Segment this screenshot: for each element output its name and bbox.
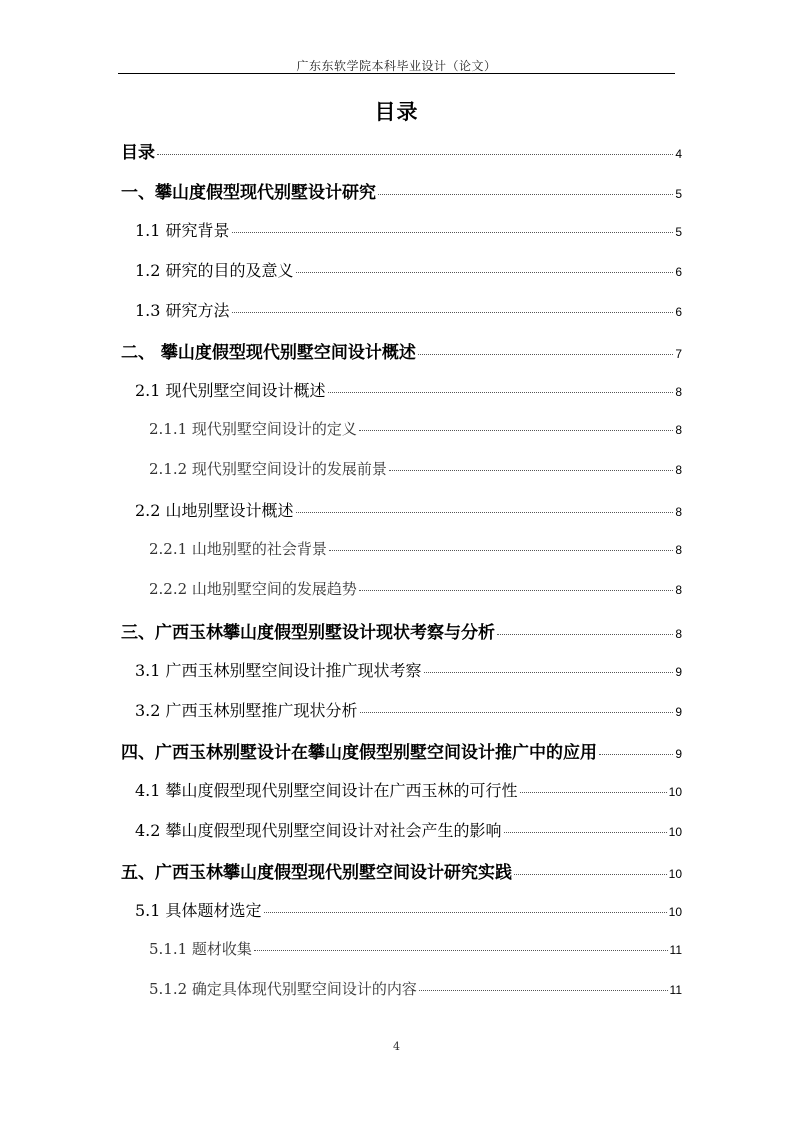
running-header: 广东东软学院本科毕业设计（论文） (296, 59, 497, 73)
toc-entry[interactable] (121, 738, 682, 762)
page-title: 目录 (374, 100, 419, 124)
toc-dot-leader (296, 512, 674, 513)
toc-entry-label: 一、攀山度假型现代别墅设计研究 (121, 183, 376, 203)
toc-entry-label: 2.2.2 山地别墅空间的发展趋势 (149, 580, 357, 598)
toc-entry-page: 10 (668, 905, 682, 919)
toc-entry-label: 5.1 具体题材选定 (135, 901, 262, 920)
toc-entry-label: 2.1.2 现代别墅空间设计的发展前景 (149, 460, 387, 478)
toc-entry-page: 6 (675, 265, 682, 279)
toc-entry-page: 6 (675, 305, 682, 319)
toc-dot-leader (232, 312, 674, 313)
toc-entry-page: 5 (675, 187, 682, 201)
page-number: 4 (393, 1040, 400, 1053)
toc-dot-leader (157, 154, 673, 155)
toc-entry[interactable] (121, 338, 682, 362)
toc-entry[interactable] (135, 658, 682, 682)
toc-entry[interactable] (135, 218, 682, 242)
toc-dot-leader (360, 712, 674, 713)
toc-entry[interactable] (149, 978, 682, 1002)
toc-dot-leader (328, 392, 674, 393)
toc-entry-page: 10 (668, 785, 682, 799)
toc-dot-leader (419, 990, 668, 991)
toc-dot-leader (296, 272, 674, 273)
toc-entry-label: 三、广西玉林攀山度假型别墅设计现状考察与分析 (121, 623, 495, 643)
toc-entry[interactable] (121, 178, 682, 202)
toc-entry-label: 2.1 现代别墅空间设计概述 (135, 381, 326, 400)
toc-entry[interactable] (149, 938, 682, 962)
toc-entry-label: 4.2 攀山度假型现代别墅空间设计对社会产生的影响 (135, 821, 502, 840)
toc-entry[interactable] (149, 458, 682, 482)
toc-entry-label: 2.1.1 现代别墅空间设计的定义 (149, 420, 357, 438)
toc-dot-leader (418, 354, 673, 355)
toc-entry-page: 9 (675, 747, 682, 761)
toc-entry-page: 8 (675, 385, 682, 399)
toc-dot-leader (599, 754, 673, 755)
toc-entry-label: 二、 攀山度假型现代别墅空间设计概述 (121, 343, 416, 363)
toc-entry-label: 目录 (121, 143, 155, 163)
toc-dot-leader (497, 634, 673, 635)
toc-entry-page: 9 (675, 665, 682, 679)
toc-entry[interactable] (135, 498, 682, 522)
toc-entry[interactable] (135, 778, 682, 802)
toc-entry-label: 3.1 广西玉林别墅空间设计推广现状考察 (135, 661, 422, 680)
toc-entry-page: 4 (675, 147, 682, 161)
toc-dot-leader (520, 792, 667, 793)
toc-entry-page: 10 (668, 825, 682, 839)
toc-entry[interactable] (121, 618, 682, 642)
toc-entry[interactable] (121, 858, 682, 882)
toc-entry-label: 四、广西玉林别墅设计在攀山度假型别墅空间设计推广中的应用 (121, 743, 597, 763)
toc-dot-leader (424, 672, 674, 673)
toc-entry-label: 5.1.1 题材收集 (149, 940, 252, 958)
toc-entry-page: 8 (675, 583, 682, 597)
toc-entry[interactable] (149, 578, 682, 602)
toc-entry[interactable] (135, 818, 682, 842)
toc-entry-label: 5.1.2 确定具体现代别墅空间设计的内容 (149, 980, 417, 998)
toc-entry[interactable] (135, 898, 682, 922)
toc-entry[interactable] (149, 418, 682, 442)
toc-dot-leader (378, 194, 673, 195)
toc-entry-label: 五、广西玉林攀山度假型现代别墅空间设计研究实践 (121, 863, 512, 883)
toc-entry[interactable] (135, 698, 682, 722)
toc-entry[interactable] (121, 138, 682, 162)
toc-entry-page: 11 (669, 943, 682, 957)
toc-dot-leader (254, 950, 668, 951)
toc-entry-label: 1.2 研究的目的及意义 (135, 261, 294, 280)
toc-dot-leader (514, 874, 667, 875)
toc-entry-page: 8 (675, 505, 682, 519)
toc-entry-page: 8 (675, 423, 682, 437)
toc-entry-page: 8 (675, 627, 682, 641)
toc-dot-leader (264, 912, 667, 913)
toc-entry[interactable] (135, 378, 682, 402)
toc-entry-page: 8 (675, 463, 682, 477)
toc-entry-page: 10 (668, 867, 682, 881)
toc-dot-leader (359, 430, 673, 431)
toc-dot-leader (359, 590, 673, 591)
toc-entry-label: 4.1 攀山度假型现代别墅空间设计在广西玉林的可行性 (135, 781, 518, 800)
toc-dot-leader (232, 232, 674, 233)
toc-entry-page: 7 (675, 347, 682, 361)
toc-entry-label: 2.2.1 山地别墅的社会背景 (149, 540, 327, 558)
toc-dot-leader (329, 550, 673, 551)
toc-entry-page: 5 (675, 225, 682, 239)
toc-entry-label: 1.3 研究方法 (135, 301, 230, 320)
toc-entry-label: 2.2 山地别墅设计概述 (135, 501, 294, 520)
toc-entry[interactable] (135, 298, 682, 322)
toc-entry-page: 8 (675, 543, 682, 557)
toc-entry[interactable] (135, 258, 682, 282)
toc-entry-page: 9 (675, 705, 682, 719)
toc-dot-leader (504, 832, 667, 833)
toc-entry[interactable] (149, 538, 682, 562)
toc-dot-leader (389, 470, 673, 471)
toc-entry-page: 11 (669, 983, 682, 997)
toc-entry-label: 3.2 广西玉林别墅推广现状分析 (135, 701, 358, 720)
toc-entry-label: 1.1 研究背景 (135, 221, 230, 240)
